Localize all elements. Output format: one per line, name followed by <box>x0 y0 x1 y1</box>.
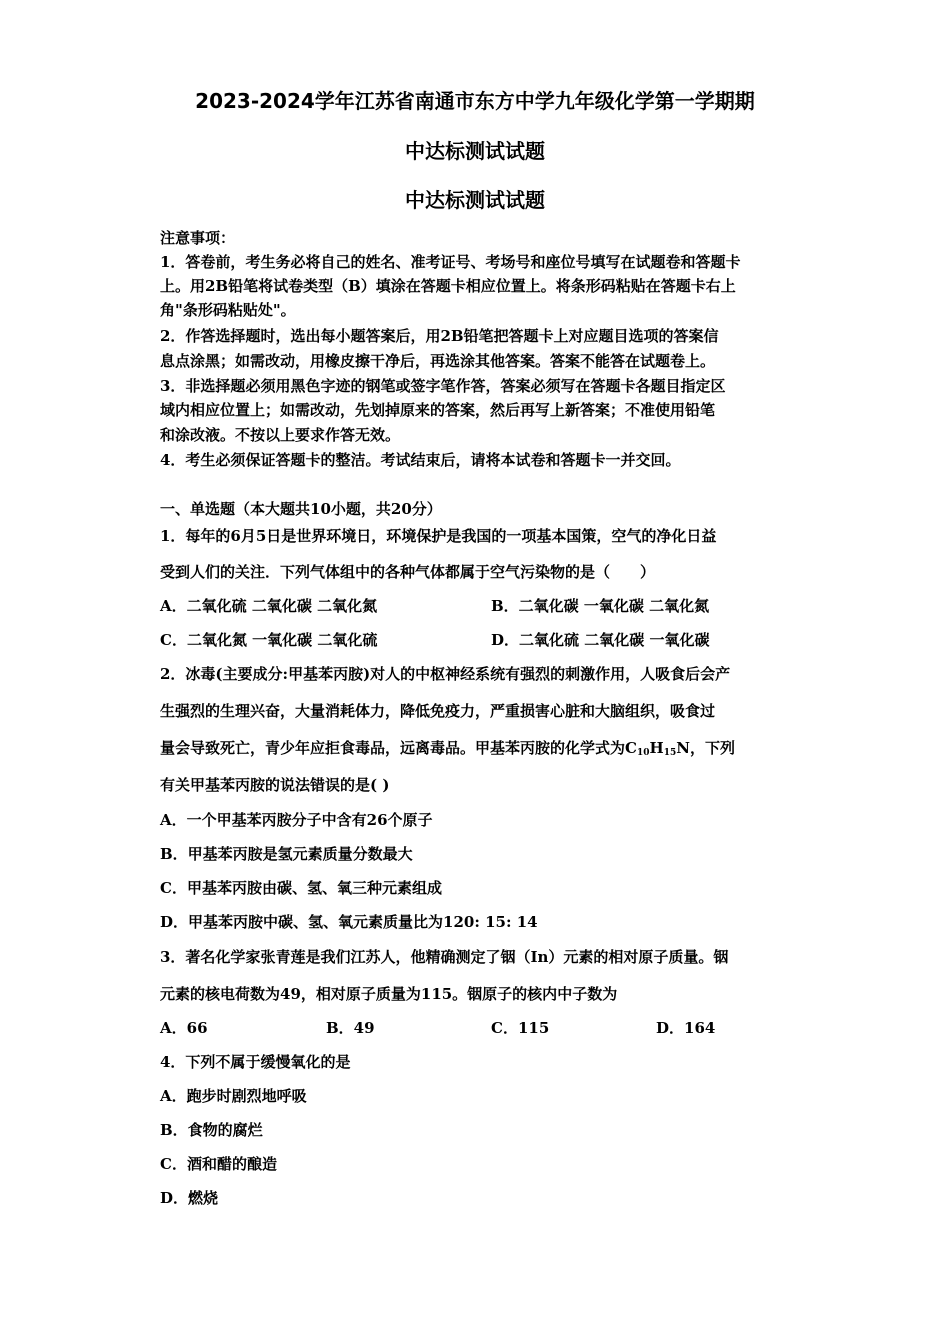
q4-option-c: C．酒和醋的酿造 <box>160 1155 277 1173</box>
exam-title-line-3: 中达标测试试题 <box>405 188 545 212</box>
formula-h-sub: 15 <box>663 748 677 758</box>
chemical-formula <box>625 739 690 757</box>
question-4-stem: 4．下列不属于缓慢氧化的是 <box>160 1053 351 1071</box>
q1-option-d: D．二氧化硫 二氧化碳 一氧化碳 <box>491 631 710 649</box>
q1-option-b: B．二氧化碳 一氧化碳 二氧化氮 <box>491 597 710 615</box>
q1-option-c: C．二氧化氮 一氧化碳 二氧化硫 <box>160 631 378 649</box>
notice-line: 域内相应位置上；如需改动，先划掉原来的答案，然后再写上新答案；不准使用铅笔 <box>160 401 716 419</box>
q2-line3-prefix: 量会导致死亡，青少年应拒食毒品，远离毒品。甲基苯丙胺的化学式为 <box>160 739 626 757</box>
question-3-stem: 元素的核电荷数为49，相对原子质量为115。铟原子的核内中子数为 <box>160 985 618 1003</box>
question-1-stem: 受到人们的关注．下列气体组中的各种气体都属于空气污染物的是（ ） <box>160 563 656 581</box>
q2-option-a: A．一个甲基苯丙胺分子中含有26个原子 <box>160 811 433 829</box>
q2-line3-suffix: ，下列 <box>689 739 735 757</box>
q4-option-d: D．燃烧 <box>160 1189 219 1207</box>
q2-option-c: C．甲基苯丙胺由碳、氢、氧三种元素组成 <box>160 879 442 897</box>
notice-line: 和涂改液。不按以上要求作答无效。 <box>160 426 401 444</box>
formula-h: H <box>649 739 664 757</box>
notice-heading: 注意事项： <box>160 229 236 247</box>
notice-line: 4．考生必须保证答题卡的整洁。考试结束后，请将本试卷和答题卡一并交回。 <box>160 451 681 469</box>
exam-title-line-1: 2023-2024学年江苏省南通市东方中学九年级化学第一学期期 <box>195 89 755 113</box>
notice-line: 3．非选择题必须用黑色字迹的钢笔或签字笔作答，答案必须写在答题卡各题目指定区 <box>160 377 726 395</box>
q3-option-b: B．49 <box>326 1019 375 1037</box>
q3-option-a: A．66 <box>160 1019 208 1037</box>
notice-line: 2．作答选择题时，选出每小题答案后，用2B铅笔把答题卡上对应题目选项的答案信 <box>160 327 719 345</box>
q4-option-b: B．食物的腐烂 <box>160 1121 263 1139</box>
question-1-stem: 1．每年的6月5日是世界环境日，环境保护是我国的一项基本国策，空气的净化日益 <box>160 527 717 545</box>
question-2-stem: 生强烈的生理兴奋，大量消耗体力，降低免疫力，严重损害心脏和大脑组织，吸食过 <box>160 702 716 720</box>
q3-option-c: C．115 <box>491 1019 550 1037</box>
section-heading: 一、单选题（本大题共10小题，共20分） <box>160 500 442 518</box>
q2-option-d: D．甲基苯丙胺中碳、氢、氧元素质量比为120: 15: 14 <box>160 913 538 931</box>
question-2-stem: 有关甲基苯丙胺的说法错误的是( ) <box>160 776 390 794</box>
notice-line: 1．答卷前，考生务必将自己的姓名、准考证号、考场号和座位号填写在试题卷和答题卡 <box>160 253 741 271</box>
question-2-stem-formula-line <box>160 738 735 758</box>
question-2-stem: 2．冰毒(主要成分:甲基苯丙胺)对人的中枢神经系统有强烈的刺激作用，人吸食后会产 <box>160 665 731 683</box>
q3-option-d: D．164 <box>656 1019 716 1037</box>
exam-title-line-2: 中达标测试试题 <box>405 139 545 163</box>
notice-line: 上。用2B铅笔将试卷类型（B）填涂在答题卡相应位置上。将条形码粘贴在答题卡右上 <box>160 277 736 295</box>
formula-c-sub: 10 <box>636 748 650 758</box>
q2-option-b: B．甲基苯丙胺是氢元素质量分数最大 <box>160 845 413 863</box>
q1-option-a: A．二氧化硫 二氧化碳 二氧化氮 <box>160 597 378 615</box>
notice-line: 角"条形码粘贴处"。 <box>160 301 296 319</box>
formula-n: N <box>676 739 690 757</box>
question-3-stem: 3．著名化学家张青莲是我们江苏人，他精确测定了铟（In）元素的相对原子质量。铟 <box>160 948 729 966</box>
q4-option-a: A．跑步时剧烈地呼吸 <box>160 1087 307 1105</box>
formula-c: C <box>625 739 637 757</box>
notice-line: 息点涂黑；如需改动，用橡皮擦干净后，再选涂其他答案。答案不能答在试题卷上。 <box>160 352 716 370</box>
